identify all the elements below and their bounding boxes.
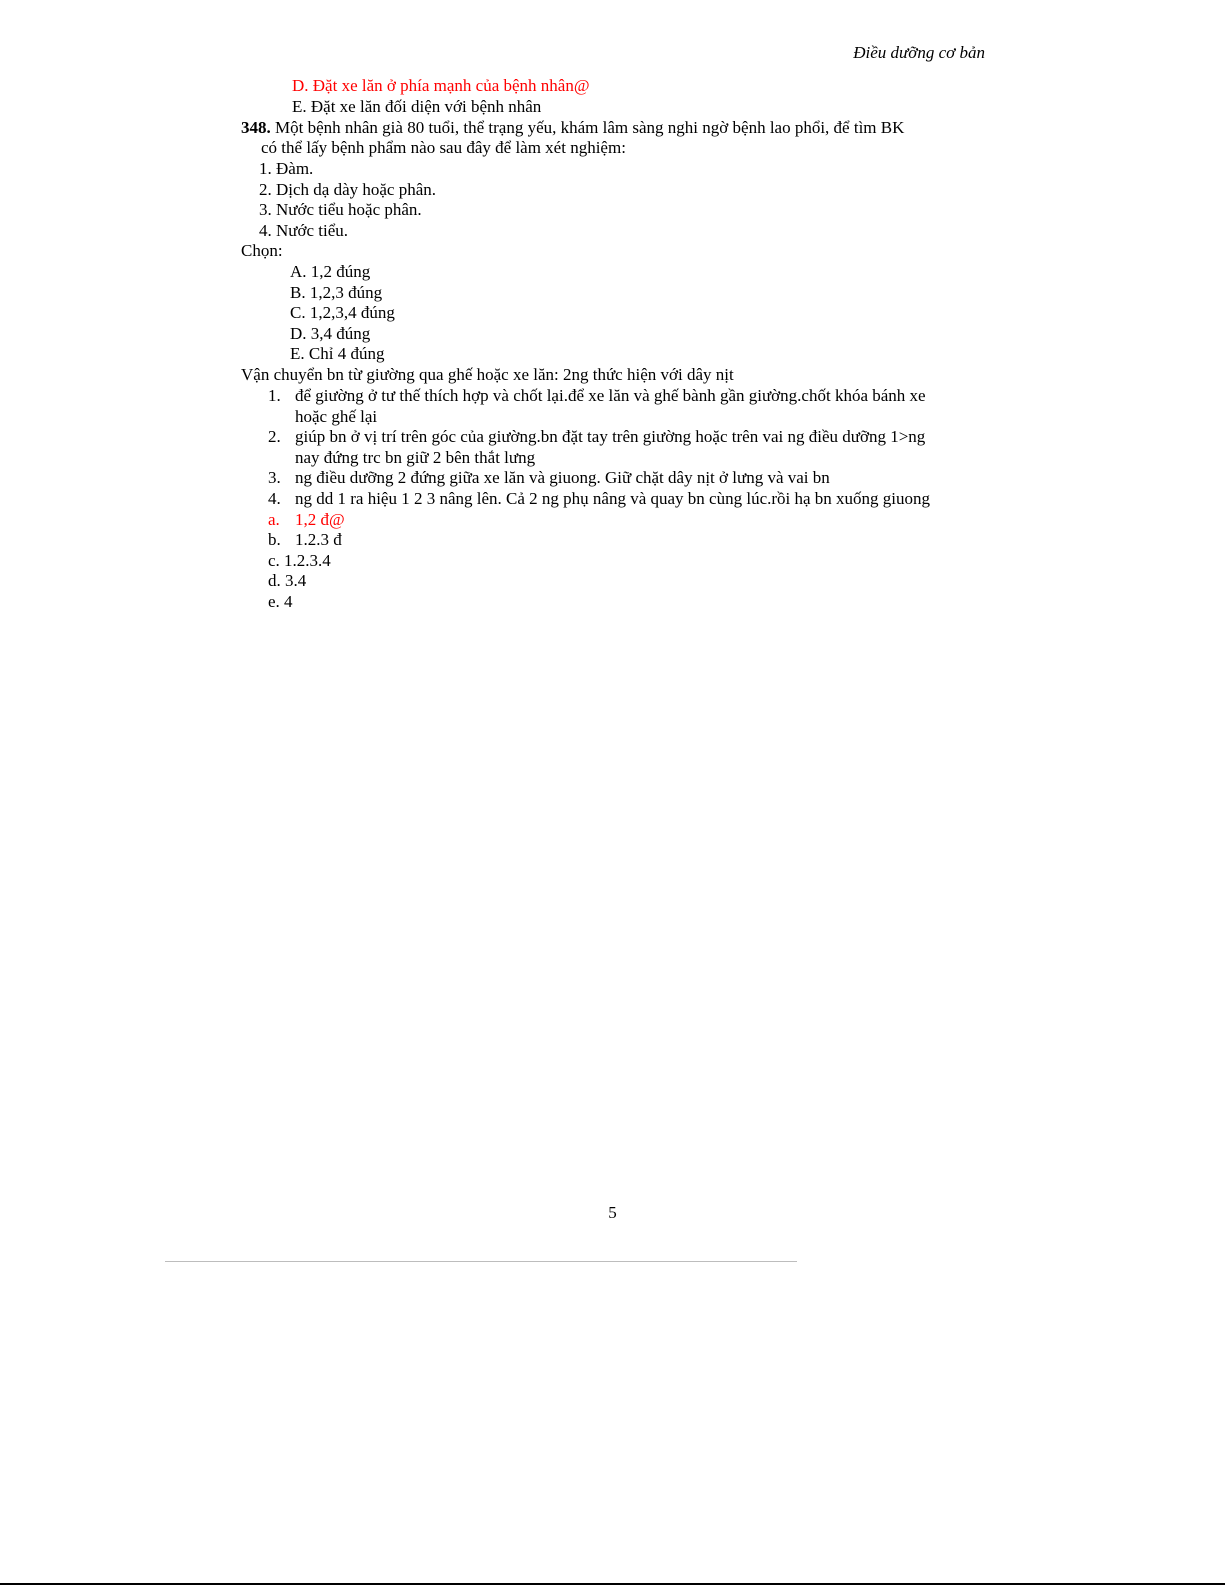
transfer-title: Vận chuyển bn từ giường qua ghế hoặc xe lăn: 2ng thức hiện với dây nịt xyxy=(241,365,734,384)
question-number: 348. xyxy=(241,118,271,137)
question-item-2: 2. Dịch dạ dày hoặc phân. xyxy=(259,180,437,199)
step-number: 1. xyxy=(268,386,281,405)
transfer-answer-e: e. 4 xyxy=(268,592,293,611)
step-number: 2. xyxy=(268,427,281,446)
step-number: 4. xyxy=(268,489,281,508)
transfer-step-2-cont: nay đứng trc bn giữ 2 bên thắt lưng xyxy=(295,448,536,467)
transfer-step-1-cont: hoặc ghế lại xyxy=(295,407,378,426)
transfer-step-1 xyxy=(268,386,926,406)
answer-text: 1.2.3 đ xyxy=(295,530,342,549)
option-e: E. Chỉ 4 đúng xyxy=(290,344,385,363)
step-text: ng điều dưỡng 2 đứng giữa xe lăn và giuong. Giữ chặt dây nịt ở lưng và vai bn xyxy=(295,468,830,487)
option-a: A. 1,2 đúng xyxy=(290,262,371,281)
transfer-answer-c: c. 1.2.3.4 xyxy=(268,551,331,570)
answer-letter: a. xyxy=(268,510,280,529)
transfer-answer-d: d. 3.4 xyxy=(268,571,307,590)
prev-option-e: E. Đặt xe lăn đối diện với bệnh nhân xyxy=(292,97,542,116)
step-text: giúp bn ở vị trí trên góc của giường.bn đặt tay trên giường hoặc trên vai ng điều dưỡng 1>ng xyxy=(295,427,926,446)
transfer-step-2 xyxy=(268,427,925,447)
page-header-title: Điều dưỡng cơ bản xyxy=(853,43,985,62)
transfer-answer-b xyxy=(268,530,342,550)
step-text: ng dd 1 ra hiệu 1 2 3 nâng lên. Cả 2 ng phụ nâng và quay bn cùng lúc.rồi hạ bn xuống giuong xyxy=(295,489,931,508)
question-348-line2: có thể lấy bệnh phẩm nào sau đây để làm xét nghiệm: xyxy=(261,138,626,157)
question-item-3: 3. Nước tiểu hoặc phân. xyxy=(259,200,422,219)
page-number: 5 xyxy=(608,1203,617,1222)
footer-divider xyxy=(165,1261,797,1262)
answer-text: 1,2 đ@ xyxy=(295,510,345,529)
question-item-4: 4. Nước tiểu. xyxy=(259,221,349,240)
prev-option-d: D. Đặt xe lăn ở phía mạnh của bệnh nhân@ xyxy=(292,76,590,95)
transfer-answer-a xyxy=(268,510,345,530)
transfer-step-3 xyxy=(268,468,830,488)
step-text: để giường ở tư thế thích hợp và chốt lại.để xe lăn và ghế bành gần giường.chốt khóa bánh xe xyxy=(295,386,926,405)
option-d: D. 3,4 đúng xyxy=(290,324,371,343)
transfer-step-4 xyxy=(268,489,930,509)
question-348-line1 xyxy=(241,118,904,138)
choose-label: Chọn: xyxy=(241,241,283,260)
answer-letter: b. xyxy=(268,530,281,549)
question-text: Một bệnh nhân già 80 tuổi, thể trạng yếu, khám lâm sàng nghi ngờ bệnh lao phổi, để tìm BK xyxy=(270,118,905,137)
step-number: 3. xyxy=(268,468,281,487)
question-item-1: 1. Đàm. xyxy=(259,159,314,178)
option-b: B. 1,2,3 đúng xyxy=(290,283,383,302)
option-c: C. 1,2,3,4 đúng xyxy=(290,303,395,322)
